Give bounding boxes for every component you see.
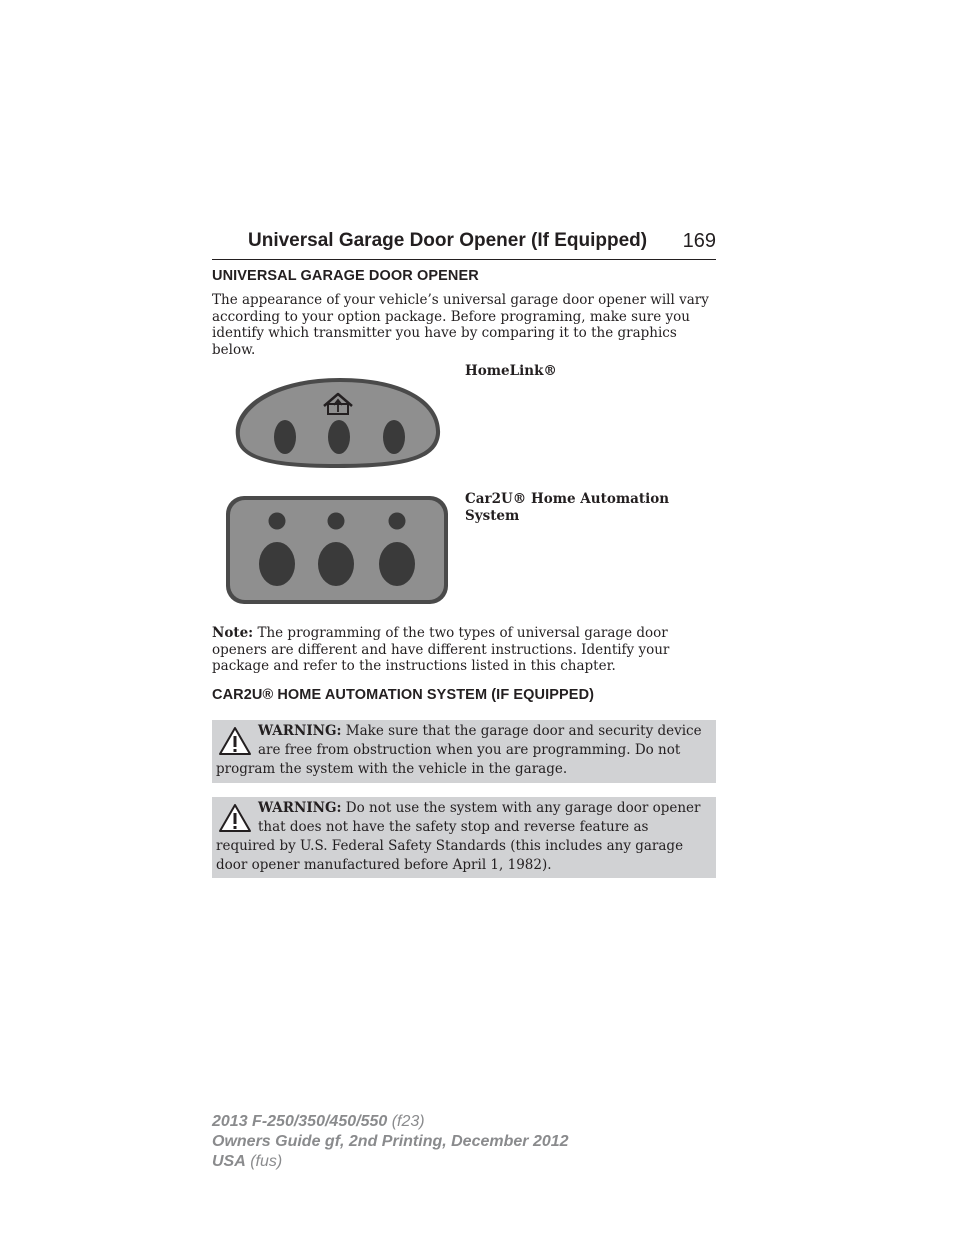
page-number: 169 — [682, 230, 716, 252]
page-footer — [212, 1112, 569, 1172]
footer-market-code: (fus) — [245, 1153, 283, 1170]
homelink-button-3 — [383, 420, 405, 454]
section-heading-car2u: CAR2U® HOME AUTOMATION SYSTEM (IF EQUIPPED) — [212, 687, 595, 703]
note-label: Note: — [212, 625, 254, 641]
warning-text: door opener manufactured before April 1, 1982). — [216, 857, 552, 873]
warning-text: are free from obstruction when you are programming. Do not — [258, 742, 681, 758]
car2u-indicator-3 — [389, 513, 406, 530]
homelink-caption: HomeLink® — [465, 363, 557, 379]
footer-edition: Owners Guide gf, 2nd Printing, December 2012 — [212, 1133, 569, 1150]
warning-triangle-icon — [218, 803, 252, 833]
car2u-caption-line: System — [465, 507, 520, 524]
note-line: openers are different and have different instructions. Identify your — [212, 641, 670, 658]
intro-line: below. — [212, 341, 256, 358]
car2u-button-1 — [259, 542, 295, 586]
warning-text: Do not use the system with any garage door opener — [341, 800, 701, 816]
chapter-title: Universal Garage Door Opener (If Equipped) — [248, 230, 648, 251]
car2u-indicator-1 — [269, 513, 286, 530]
car2u-remote-illustration — [224, 494, 450, 606]
warning-box — [212, 720, 716, 783]
warning-text: that does not have the safety stop and reverse feature as — [258, 819, 649, 835]
intro-line: according to your option package. Before programing, make sure you — [212, 308, 690, 325]
car2u-button-3 — [379, 542, 415, 586]
warning-text: program the system with the vehicle in the garage. — [216, 761, 568, 777]
car2u-button-2 — [318, 542, 354, 586]
page-header — [212, 229, 716, 260]
car2u-caption — [465, 491, 669, 524]
warning-triangle-icon — [218, 726, 252, 756]
footer-model-code: (f23) — [387, 1113, 425, 1130]
warning-label: WARNING: — [258, 723, 342, 739]
footer-model: 2013 F-250/350/450/550 — [212, 1113, 388, 1130]
note-paragraph — [212, 625, 716, 675]
warning-label: WARNING: — [258, 800, 342, 816]
footer-market: USA — [212, 1153, 246, 1170]
intro-line: The appearance of your vehicle’s universal garage door opener will vary — [212, 292, 709, 308]
warning-text: required by U.S. Federal Safety Standards (this includes any garage — [216, 838, 684, 854]
homelink-button-1 — [274, 420, 296, 454]
note-line: package and refer to the instructions listed in this chapter. — [212, 658, 616, 674]
intro-line: identify which transmitter you have by comparing it to the graphics — [212, 325, 677, 341]
warning-text: Make sure that the garage door and security device — [341, 723, 702, 739]
intro-paragraph — [212, 292, 716, 358]
section-heading-universal-garage-door-opener: UNIVERSAL GARAGE DOOR OPENER — [212, 268, 479, 284]
note-line: The programming of the two types of universal garage door — [253, 625, 668, 641]
car2u-indicator-2 — [328, 513, 345, 530]
homelink-button-2 — [328, 420, 350, 454]
car2u-caption-line: Car2U® Home Automation — [465, 491, 670, 507]
warning-box — [212, 797, 716, 878]
homelink-remote-illustration — [230, 374, 446, 472]
